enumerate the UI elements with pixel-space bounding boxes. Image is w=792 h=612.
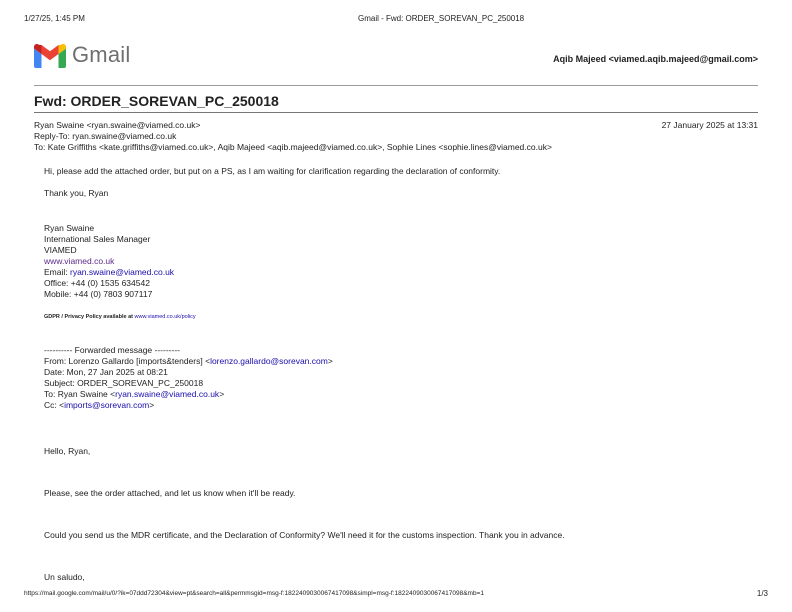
message-date: 27 January 2025 at 13:31 (661, 120, 758, 130)
signature-email-label: Email: (44, 267, 70, 277)
forwarded-cc-label: Cc: < (44, 400, 65, 410)
forwarded-cc-end: > (149, 400, 155, 410)
signature-email-link[interactable]: ryan.swaine@viamed.co.uk (69, 267, 175, 277)
header-divider (34, 85, 758, 86)
forwarded-subject: Subject: ORDER_SOREVAN_PC_250018 (44, 378, 204, 388)
forwarded-para2: Could you send us the MDR certificate, and the Declaration of Conformity? We'll need it for the customs inspection. Thank you in advance. (44, 530, 565, 540)
signature-office: Office: +44 (0) 1535 634542 (44, 278, 150, 288)
forwarded-separator: ---------- Forwarded message --------- (44, 345, 180, 355)
signature-website-link[interactable]: www.viamed.co.uk (44, 256, 115, 266)
forwarded-from (44, 356, 333, 367)
print-title: Gmail - Fwd: ORDER_SOREVAN_PC_250018 (358, 14, 525, 23)
body-thanks: Thank you, Ryan (44, 188, 109, 198)
print-footer-url[interactable]: https://mail.google.com/mail/u/0/?ik=07ddd72304&view=pt&search=all&permmsgid=msg-f:1822409030067417098&simpl=msg-f:1822409030067417098&mb=1 (24, 590, 484, 597)
forwarded-greeting: Hello, Ryan, (44, 446, 91, 456)
forwarded-cc-email-link[interactable]: imports@sorevan.com (64, 400, 150, 410)
forwarded-from-end: > (327, 356, 333, 366)
message-from: Ryan Swaine <ryan.swaine@viamed.co.uk> (34, 120, 201, 130)
print-datetime: 1/27/25, 1:45 PM (24, 14, 85, 23)
forwarded-to-email-link[interactable]: ryan.swaine@viamed.co.uk (115, 389, 220, 399)
signature-role: International Sales Manager (44, 234, 151, 244)
forwarded-para1: Please, see the order attached, and let us know when it'll be ready. (44, 488, 296, 498)
gdpr-row (44, 313, 196, 321)
signature-name: Ryan Swaine (44, 223, 95, 233)
subject-divider (34, 112, 758, 113)
print-footer-page: 1/3 (756, 589, 768, 598)
forwarded-cc (44, 400, 154, 411)
thread-subject: Fwd: ORDER_SOREVAN_PC_250018 (34, 93, 279, 109)
gdpr-text: GDPR / Privacy Policy available at (44, 314, 135, 320)
signature-mobile: Mobile: +44 (0) 7803 907117 (44, 289, 153, 299)
forwarded-to-end: > (219, 389, 225, 399)
body-intro: Hi, please add the attached order, but put on a PS, as I am waiting for clarification regarding the declaration of conformity. (44, 166, 501, 176)
forwarded-closing: Un saludo, (44, 572, 85, 582)
gmail-logo[interactable] (34, 44, 66, 68)
gmail-m-icon (34, 44, 66, 68)
forwarded-from-email-link[interactable]: lorenzo.gallardo@sorevan.com (210, 356, 328, 366)
gmail-wordmark: Gmail (72, 42, 131, 67)
account-address: Aqib Majeed <viamed.aqib.majeed@gmail.com> (553, 54, 758, 64)
forwarded-to-label: To: Ryan Swaine < (44, 389, 116, 399)
gdpr-link[interactable]: www.viamed.co.uk/policy (134, 314, 196, 320)
signature-company: VIAMED (44, 245, 77, 255)
forwarded-from-label: From: Lorenzo Gallardo [imports&tenders] < (44, 356, 211, 366)
signature-email-row (44, 267, 174, 278)
message-to: To: Kate Griffiths <kate.griffiths@viamed.co.uk>, Aqib Majeed <aqib.majeed@viamed.co.uk>, Sophie Lines <sophie.lines@viamed.co.uk> (34, 142, 552, 152)
forwarded-to (44, 389, 224, 400)
forwarded-date: Date: Mon, 27 Jan 2025 at 08:21 (44, 367, 168, 377)
message-reply-to: Reply-To: ryan.swaine@viamed.co.uk (34, 131, 177, 141)
